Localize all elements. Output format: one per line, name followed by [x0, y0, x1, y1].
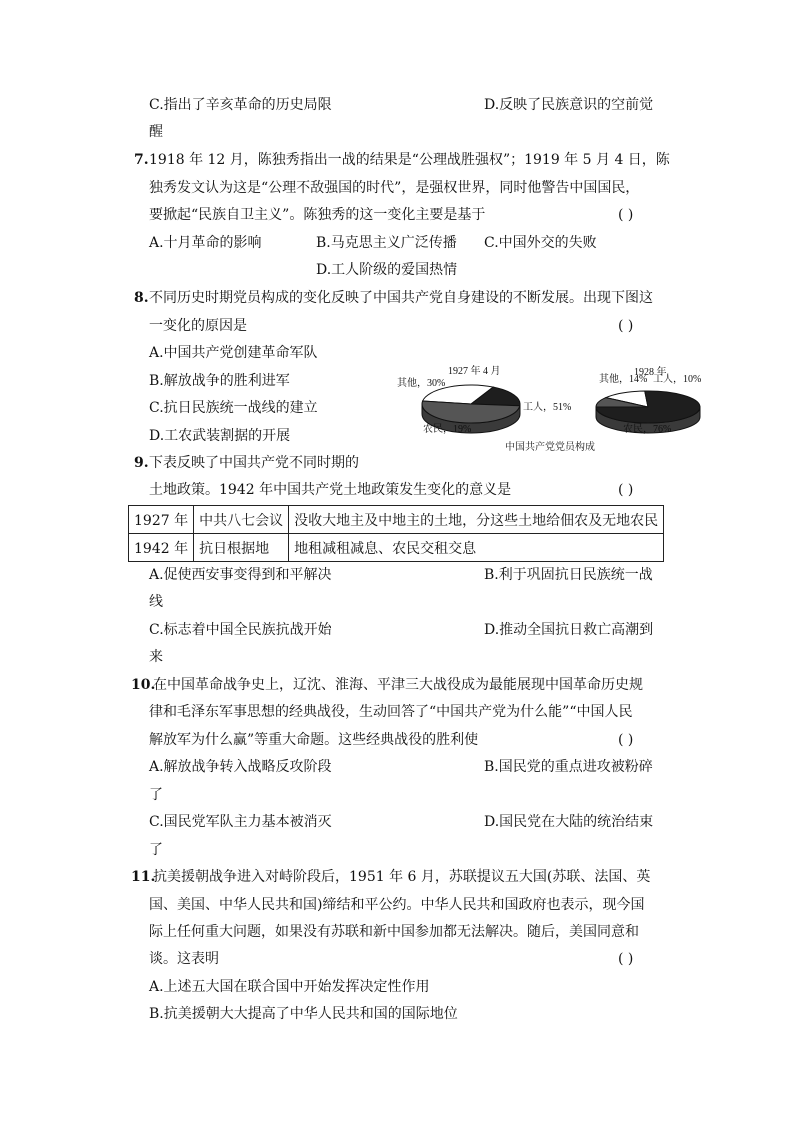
pie-label-peasants: 农民，19% — [423, 424, 472, 435]
q11-stem-line2: 国、美国、中华人民共和国)缔结和平公约。中华人民共和国政府也表示，现今国 — [149, 897, 645, 913]
q10-option-c: C.国民党军队主力基本被消灭 — [149, 814, 332, 830]
q7-stem-line2: 独秀发文认为这是“公理不敌强国的时代”，是强权世界，同时他警告中国国民， — [149, 180, 640, 196]
q9-number: 9. — [134, 455, 149, 471]
q8-stem-line1: 不同历史时期党员构成的变化反映了中国共产党自身建设的不断发展。出现下图这 — [149, 290, 653, 306]
pie2-title: 1928 年 — [634, 367, 667, 378]
q10-answer-paren[interactable]: ( ) — [618, 732, 634, 748]
table-cell-year: 1942 年 — [129, 534, 194, 562]
q10-stem-line2: 律和毛泽东军事思想的经典战役，生动回答了“中国共产党为什么能”“中国人民 — [149, 704, 633, 720]
table-cell-policy: 没收大地主及中地主的土地，分这些土地给佃农及无地农民 — [289, 506, 664, 534]
q9-option-c: C.标志着中国全民族抗战开始 — [149, 622, 332, 638]
q9-stem-line1: 下表反映了中国共产党不同时期的 — [149, 455, 359, 471]
table-cell-event: 抗日根据地 — [194, 534, 289, 562]
q9-option-d-wrap: 来 — [149, 649, 163, 665]
pie-label-others: 其他，14% — [599, 374, 648, 385]
q7-option-a: A.十月革命的影响 — [149, 235, 262, 251]
table-cell-event: 中共八七会议 — [194, 506, 289, 534]
q11-answer-paren[interactable]: ( ) — [618, 951, 634, 967]
q10-option-d-wrap: 了 — [149, 842, 163, 858]
q7-option-b: B.马克思主义广泛传播 — [316, 235, 457, 251]
q10-stem-line3: 解放军为什么赢”等重大命题。这些经典战役的胜利使 — [149, 732, 479, 748]
q9-option-b-wrap: 线 — [149, 594, 163, 610]
q9-stem-line2: 土地政策。1942 年中国共产党土地政策发生变化的意义是 — [149, 482, 512, 498]
q10-option-b-wrap: 了 — [149, 787, 163, 803]
table-cell-year: 1927 年 — [129, 506, 194, 534]
q9-option-a: A.促使西安事变得到和平解决 — [149, 567, 332, 583]
pie-label-workers: 工人，10% — [653, 374, 702, 385]
q8-answer-paren[interactable]: ( ) — [618, 318, 634, 334]
pie-label-workers: 工人，51% — [523, 402, 572, 413]
q10-option-a: A.解放战争转入战略反攻阶段 — [149, 759, 332, 775]
pie-caption: 中国共产党党员构成 — [505, 442, 595, 453]
pie-label-peasants: 农民，76% — [623, 424, 672, 435]
q11-stem-line1: 抗美援朝战争进入对峙阶段后，1951 年 6 月，苏联提议五大国(苏联、法国、英 — [153, 869, 651, 885]
q8-option-c: C.抗日民族统一战线的建立 — [149, 400, 318, 416]
q8-stem-line2: 一变化的原因是 — [149, 318, 247, 334]
table-cell-policy: 地租减租减息、农民交租交息 — [289, 534, 664, 562]
pie-chart-1927 — [397, 378, 572, 435]
q8-number: 8. — [134, 290, 149, 306]
table-row — [129, 534, 664, 562]
q7-number: 7. — [134, 152, 149, 168]
q10-option-d: D.国民党在大陆的统治结束 — [484, 814, 654, 830]
q11-option-a: A.上述五大国在联合国中开始发挥决定性作用 — [149, 979, 430, 995]
q6-option-d: D.反映了民族意识的空前觉 — [484, 97, 654, 113]
pie1-title: 1927 年 4 月 — [448, 366, 501, 377]
pie-label-others: 其他，30% — [397, 378, 446, 389]
q7-option-d: D.工人阶级的爱国热情 — [316, 262, 458, 278]
q8-option-b: B.解放战争的胜利进军 — [149, 373, 290, 389]
q10-stem-line1: 在中国革命战争史上，辽沈、淮海、平津三大战役成为最能展现中国革命历史规 — [153, 677, 643, 693]
q10-number: 10. — [131, 677, 156, 693]
q9-answer-paren[interactable]: ( ) — [618, 482, 634, 498]
q8-option-d: D.工农武装割据的开展 — [149, 428, 291, 444]
q7-stem-line1: 1918 年 12 月，陈独秀指出一战的结果是“公理战胜强权”；1919 年 5 月 4 日，陈 — [149, 152, 670, 168]
q7-option-c: C.中国外交的失败 — [484, 235, 597, 251]
q9-option-b: B.利于巩固抗日民族统一战 — [484, 567, 653, 583]
q11-number: 11. — [131, 869, 156, 885]
q7-stem-line3: 要掀起“民族自卫主义”。陈独秀的这一变化主要是基于 — [149, 207, 486, 223]
q11-option-b: B.抗美援朝大大提高了中华人民共和国的国际地位 — [149, 1006, 458, 1022]
q9-option-d: D.推动全国抗日救亡高潮到 — [484, 622, 654, 638]
q10-option-b: B.国民党的重点进攻被粉碎 — [484, 759, 653, 775]
pie-chart-1928 — [595, 374, 702, 435]
q6-option-c: C.指出了辛亥革命的历史局限 — [149, 97, 332, 113]
q8-option-a: A.中国共产党创建革命军队 — [149, 345, 318, 361]
q6-option-d-wrap: 醒 — [149, 124, 163, 140]
land-policy-table — [128, 505, 664, 562]
table-row — [129, 506, 664, 534]
q11-stem-line4: 谈。这表明 — [149, 951, 219, 967]
q7-answer-paren[interactable]: ( ) — [618, 207, 634, 223]
q11-stem-line3: 际上任何重大问题，如果没有苏联和新中国参加都无法解决。随后，美国同意和 — [149, 924, 639, 940]
